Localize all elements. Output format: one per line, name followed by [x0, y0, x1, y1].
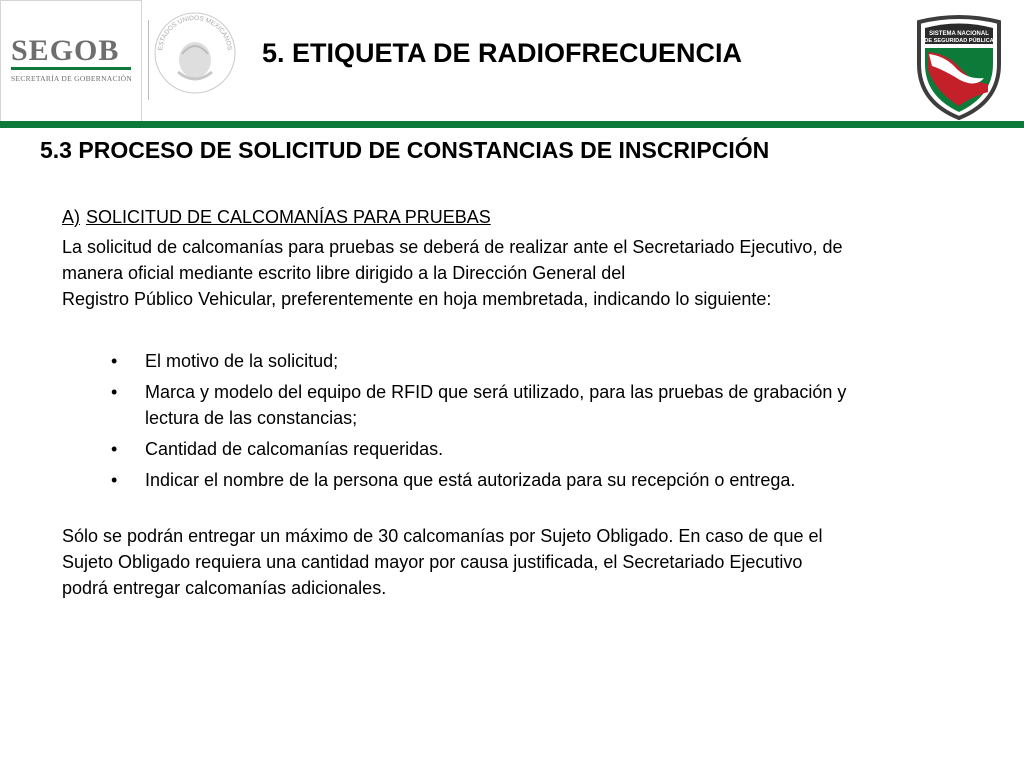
intro-line: manera oficial mediante escrito libre dirigido a la Dirección General del: [62, 263, 626, 283]
subsection-heading: [62, 204, 962, 230]
intro-paragraph: [62, 234, 962, 312]
bullet-marker: •: [111, 470, 118, 490]
list-item: [62, 436, 962, 462]
shield-line-1: SISTEMA NACIONAL: [929, 31, 989, 37]
slide-title: 5. ETIQUETA DE RADIOFRECUENCIA: [262, 38, 743, 68]
slide-body: [62, 204, 962, 601]
segob-logo-word: SEGOB: [11, 34, 120, 67]
subsection-heading-text: SOLICITUD DE CALCOMANÍAS PARA PRUEBAS: [86, 207, 491, 227]
subsection-letter: A): [62, 207, 80, 227]
section-title: 5.3 PROCESO DE SOLICITUD DE CONSTANCIAS DE INSCRIPCIÓN: [40, 137, 770, 163]
segob-logo-subtitle: SECRETARÍA DE GOBERNACIÓN: [11, 74, 133, 83]
intro-line: Registro Público Vehicular, preferentemente en hoja membretada, indicando lo siguiente:: [62, 289, 772, 309]
list-item-text: lectura de las constancias;: [145, 408, 358, 428]
list-item-text: Marca y modelo del equipo de RFID que será utilizado, para las pruebas de grabación y: [145, 382, 847, 402]
segob-logo: [0, 0, 142, 122]
requirements-list: [62, 348, 962, 493]
sistema-nacional-shield-icon: [914, 14, 1004, 120]
list-item: [62, 348, 962, 374]
seal-text: ESTADOS UNIDOS MEXICANOS: [157, 14, 233, 51]
logo-divider: [148, 20, 149, 100]
bullet-marker: •: [111, 439, 118, 459]
shield-line-2: DE SEGURIDAD PÚBLICA: [924, 38, 994, 44]
closing-paragraph: [62, 523, 962, 601]
slide-header: [0, 0, 1024, 130]
list-item: [62, 379, 962, 431]
segob-logo-stripe: [11, 67, 131, 70]
national-seal-icon: [152, 10, 238, 96]
closing-line: Sólo se podrán entregar un máximo de 30 calcomanías por Sujeto Obligado. En caso de que el: [62, 526, 823, 546]
closing-line: Sujeto Obligado requiera una cantidad mayor por causa justificada, el Secretariado Ejecutivo: [62, 552, 803, 572]
bullet-marker: •: [111, 351, 118, 371]
list-item-text: Indicar el nombre de la persona que está autorizada para su recepción o entrega.: [145, 470, 796, 490]
list-item-text: Cantidad de calcomanías requeridas.: [145, 439, 444, 459]
intro-line: La solicitud de calcomanías para pruebas se deberá de realizar ante el Secretariado Ejecutivo, de: [62, 237, 843, 257]
list-item-text: El motivo de la solicitud;: [145, 351, 339, 371]
list-item: [62, 467, 962, 493]
bullet-marker: •: [111, 382, 118, 402]
header-accent-bar: [0, 121, 1024, 128]
closing-line: podrá entregar calcomanías adicionales.: [62, 578, 387, 598]
